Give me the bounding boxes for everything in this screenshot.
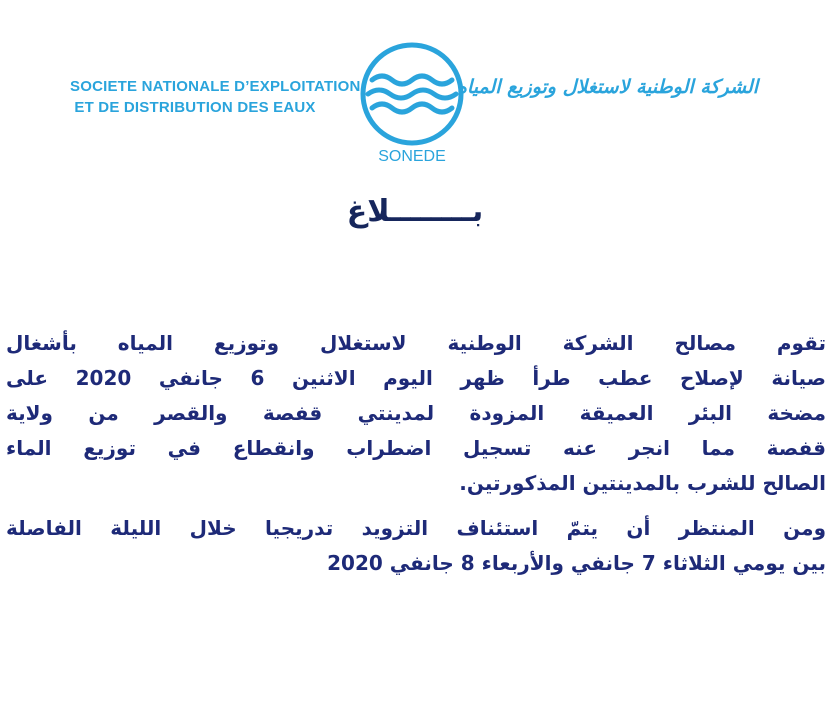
paragraph-1 <box>6 326 826 501</box>
text-line: صيانة لإصلاح عطب طرأ ظهر اليوم الاثنين 6 جانفي 2020 على <box>6 366 826 390</box>
sonede-logo <box>358 40 466 164</box>
logo-text: SONEDE <box>378 148 446 165</box>
organization-name-french <box>70 76 361 118</box>
paragraph-2 <box>6 511 826 581</box>
communique-body <box>6 326 826 581</box>
water-waves-logo-icon <box>358 40 466 148</box>
text-line: قفصة مما انجر عنه تسجيل اضطراب وانقطاع في توزيع الماء <box>6 436 826 460</box>
text-line: مضخة البئر العميقة المزودة لمدينتي قفصة والقصر من ولاية <box>6 401 826 425</box>
organization-name-arabic: الشركة الوطنية لاستغلال وتوزيع المياه <box>456 76 758 98</box>
organization-name-french-line-2: ET DE DISTRIBUTION DES EAUX <box>74 99 316 116</box>
text-line: الصالح للشرب بالمدينتين المذكورتين. <box>459 471 826 495</box>
text-line: ومن المنتظر أن يتمّ استئناف التزويد تدريجيا خلال الليلة الفاصلة <box>6 516 826 540</box>
text-line: تقوم مصالح الشركة الوطنية لاستغلال وتوزيع المياه بأشغال <box>6 331 826 355</box>
communique-title: بــــــــلاغ <box>346 194 484 229</box>
organization-name-french-line-1: SOCIETE NATIONALE D’EXPLOITATION <box>70 78 361 95</box>
text-line: بين يومي الثلاثاء 7 جانفي والأربعاء 8 جانفي 2020 <box>327 551 826 575</box>
